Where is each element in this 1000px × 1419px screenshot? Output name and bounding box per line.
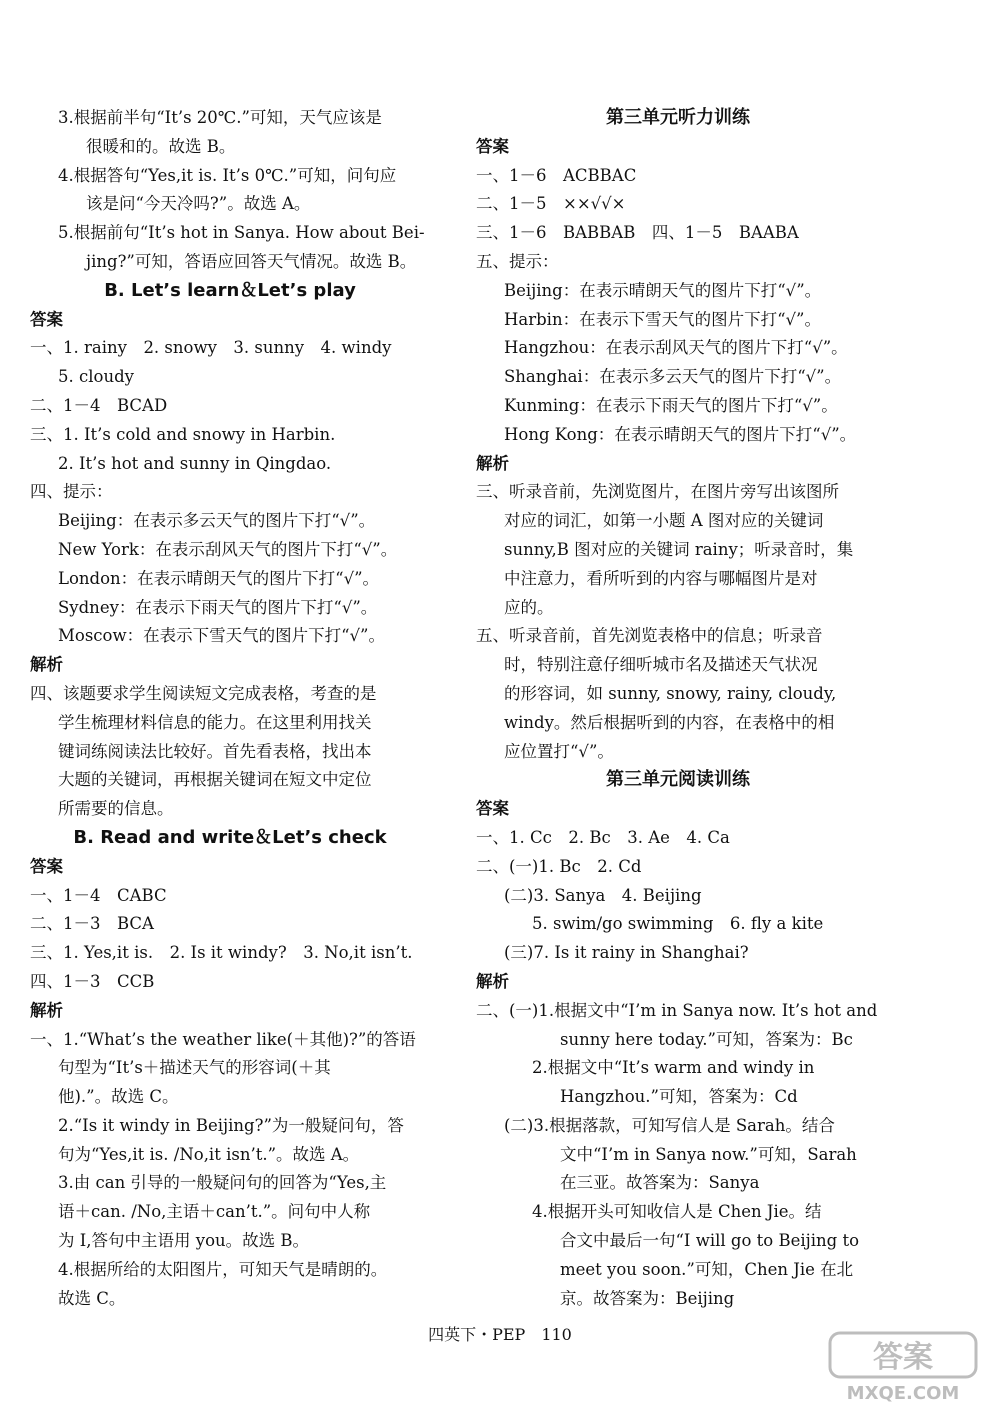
text-line: 五、提示： — [476, 251, 559, 271]
text-line: jing?”可知，答语应回答天气情况。故选 B。 — [86, 251, 417, 271]
text-line: 三、1. It’s cold and snowy in Harbin. — [30, 424, 336, 444]
text-line: 3.由 can 引导的一般疑问句的回答为“Yes,主 — [58, 1173, 387, 1193]
text-line: 应的。 — [504, 597, 554, 617]
text-line: Kunming：在表示下雨天气的图片下打“√”。 — [504, 395, 838, 415]
text-line: 所需要的信息。 — [58, 799, 174, 819]
text-line: 5. cloudy — [58, 367, 134, 387]
text-line: 中注意力，看所听到的内容与哪幅图片是对 — [504, 568, 818, 588]
text-line: 二、1－5 ××√√× — [476, 194, 626, 214]
text-line: 一、1. Cc 2. Bc 3. Ae 4. Ca — [476, 827, 730, 847]
text-line: (二)3.根据落款，可知写信人是 Sarah。结合 — [504, 1115, 835, 1135]
text-line: 很暖和的。故选 B。 — [86, 136, 236, 156]
text-line: 应位置打“√”。 — [504, 741, 614, 761]
text-line: 合文中最后一句“I will go to Beijing to — [560, 1231, 860, 1251]
text-line: 二、1－3 BCA — [30, 914, 154, 934]
text-line: 一、1. rainy 2. snowy 3. sunny 4. windy — [30, 338, 392, 358]
section-label: 答案 — [30, 856, 63, 876]
text-line: 他).”。故选 C。 — [58, 1087, 179, 1107]
section-label: 解析 — [476, 971, 509, 991]
text-line: Hangzhou.”可知，答案为：Cd — [560, 1087, 798, 1107]
text-line: 3.根据前半句“It’s 20℃.”可知，天气应该是 — [58, 108, 382, 127]
text-line: 4.根据所给的太阳图片，可知天气是晴朗的。 — [58, 1259, 388, 1279]
text-line: 4.根据答句“Yes,it is. It’s 0℃.”可知，问句应 — [58, 165, 397, 185]
text-line: 4.根据开头可知收信人是 Chen Jie。结 — [532, 1202, 822, 1222]
section-heading: 第三单元阅读训练 — [606, 769, 750, 791]
section-heading: B. Read and write＆Let’s check — [73, 826, 387, 848]
text-line: Beijing：在表示晴朗天气的图片下打“√”。 — [504, 280, 822, 300]
page-footer: 四英下・PEP 110 — [428, 1325, 572, 1344]
text-line: 句型为“It’s＋描述天气的形容词(＋其 — [58, 1058, 331, 1078]
section-label: 解析 — [30, 1000, 63, 1020]
text-line: 四、1－3 CCB — [30, 971, 155, 991]
text-line: 一、1.“What’s the weather like(＋其他)?”的答语 — [30, 1029, 416, 1049]
text-line: Moscow：在表示下雪天气的图片下打“√”。 — [58, 626, 385, 646]
text-line: 大题的关键词，再根据关键词在短文中定位 — [58, 770, 372, 790]
text-line: 四、提示： — [30, 482, 113, 502]
text-line: 键词练阅读法比较好。首先看表格，找出本 — [58, 741, 372, 761]
text-line: meet you soon.”可知，Chen Jie 在北 — [560, 1259, 854, 1279]
text-line: Hangzhou：在表示刮风天气的图片下打“√”。 — [504, 338, 848, 358]
text-line: 句为“Yes,it is. /No,it isn’t.”。故选 A。 — [58, 1144, 360, 1164]
text-line: windy。然后根据听到的内容，在表格中的相 — [504, 712, 835, 732]
text-line: 2.“Is it windy in Beijing?”为一般疑问句，答 — [58, 1115, 404, 1135]
text-line: 该是问“今天冷吗?”。故选 A。 — [86, 194, 311, 214]
section-label: 答案 — [476, 799, 509, 819]
section-label: 答案 — [476, 136, 509, 156]
text-line: 三、1－6 BABBAB 四、1－5 BAABA — [476, 223, 799, 243]
watermark-logo — [828, 1329, 978, 1405]
text-line: 故选 C。 — [58, 1288, 126, 1308]
text-line: (三)7. Is it rainy in Shanghai? — [504, 943, 749, 963]
svg-text:答案: 答案 — [873, 1340, 933, 1375]
section-heading: B. Let’s learn＆Let’s play — [104, 279, 356, 301]
section-label: 答案 — [30, 309, 63, 329]
text-line: 5. swim/go swimming 6. fly a kite — [532, 914, 824, 934]
text-line: 京。故答案为：Beijing — [560, 1288, 735, 1308]
text-line: 时，特别注意仔细听城市名及描述天气状况 — [504, 655, 818, 675]
text-line: 一、1－4 CABC — [30, 885, 167, 905]
text-line: 5.根据前句“It’s hot in Sanya. How about Bei- — [58, 223, 425, 243]
text-line: 在三亚。故答案为：Sanya — [560, 1173, 760, 1193]
text-line: 学生梳理材料信息的能力。在这里利用找关 — [58, 712, 372, 732]
text-line: Beijing：在表示多云天气的图片下打“√”。 — [58, 511, 376, 531]
svg-text:MXQE.COM: MXQE.COM — [846, 1383, 960, 1404]
right-column — [476, 104, 880, 1313]
text-line: Shanghai：在表示多云天气的图片下打“√”。 — [504, 367, 842, 387]
text-line: sunny here today.”可知，答案为：Bc — [560, 1029, 853, 1049]
text-line: 二、1－4 BCAD — [30, 395, 168, 415]
text-line: 语＋can. /No,主语＋can’t.”。问句中人称 — [58, 1202, 371, 1222]
text-line: Hong Kong：在表示晴朗天气的图片下打“√”。 — [504, 424, 857, 444]
text-line: New York：在表示刮风天气的图片下打“√”。 — [58, 539, 398, 559]
text-line: 二、(一)1. Bc 2. Cd — [476, 856, 642, 876]
text-line: 五、听录音前，首先浏览表格中的信息；听录音 — [476, 626, 823, 646]
text-line: 的形容词，如 sunny, snowy, rainy, cloudy, — [504, 683, 837, 703]
text-line: sunny,B 图对应的关键词 rainy；听录音时，集 — [504, 539, 854, 559]
section-label: 解析 — [30, 655, 63, 675]
text-line: 二、(一)1.根据文中“I’m in Sanya now. It’s hot and — [476, 1000, 878, 1020]
text-line: London：在表示晴朗天气的图片下打“√”。 — [58, 568, 380, 588]
section-label: 解析 — [476, 453, 509, 473]
left-column — [30, 104, 430, 1313]
text-line: 文中“I’m in Sanya now.”可知，Sarah — [560, 1144, 857, 1164]
text-line: 为 I,答句中主语用 you。故选 B。 — [58, 1231, 310, 1251]
text-line: 三、听录音前，先浏览图片，在图片旁写出该图所 — [476, 482, 839, 502]
text-line: 四、该题要求学生阅读短文完成表格，考查的是 — [30, 683, 377, 703]
text-line: 2. It’s hot and sunny in Qingdao. — [58, 453, 332, 473]
text-line: 一、1－6 ACBBAC — [476, 165, 637, 185]
text-line: 对应的词汇，如第一小题 A 图对应的关键词 — [504, 511, 824, 531]
section-heading: 第三单元听力训练 — [606, 107, 750, 128]
text-line: Harbin：在表示下雪天气的图片下打“√”。 — [504, 309, 821, 329]
text-line: Sydney：在表示下雨天气的图片下打“√”。 — [58, 597, 378, 617]
text-line: (二)3. Sanya 4. Beijing — [504, 885, 702, 905]
text-line: 三、1. Yes,it is. 2. Is it windy? 3. No,it isn’t. — [30, 943, 413, 963]
text-line: 2.根据文中“It’s warm and windy in — [532, 1058, 815, 1078]
